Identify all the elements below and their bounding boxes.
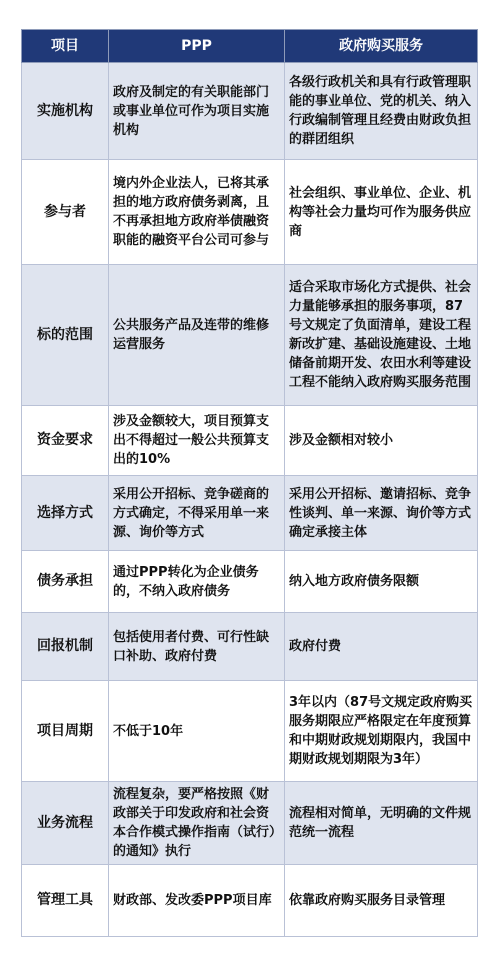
table-row xyxy=(22,476,478,551)
gov-cell: 纳入地方政府债务限额 xyxy=(285,551,478,613)
gov-cell: 政府付费 xyxy=(285,613,478,681)
gov-cell: 适合采取市场化方式提供、社会力量能够承担的服务事项，87号文规定了负面清单，建设工程新改扩建、基础设施建设、土地储备前期开发、农田水利等建设工程不能纳入政府购买服务范围 xyxy=(285,265,478,406)
gov-cell: 涉及金额相对较小 xyxy=(285,406,478,476)
ppp-cell: 采用公开招标、竞争磋商的方式确定，不得采用单一来源、询价等方式 xyxy=(109,476,285,551)
table-row xyxy=(22,551,478,613)
table-row xyxy=(22,406,478,476)
row-label: 参与者 xyxy=(22,160,109,265)
row-label: 标的范围 xyxy=(22,265,109,406)
ppp-cell: 涉及金额较大，项目预算支出不得超过一般公共预算支出的10% xyxy=(109,406,285,476)
gov-cell: 社会组织、事业单位、企业、机构等社会力量均可作为服务供应商 xyxy=(285,160,478,265)
row-label: 回报机制 xyxy=(22,613,109,681)
gov-cell: 各级行政机关和具有行政管理职能的事业单位、党的机关、纳入行政编制管理且经费由财政负担的群团组织 xyxy=(285,63,478,160)
table-row xyxy=(22,865,478,937)
ppp-cell: 包括使用者付费、可行性缺口补助、政府付费 xyxy=(109,613,285,681)
ppp-cell: 公共服务产品及连带的维修运营服务 xyxy=(109,265,285,406)
gov-cell: 依靠政府购买服务目录管理 xyxy=(285,865,478,937)
column-header-item: 项目 xyxy=(22,30,109,63)
ppp-cell: 不低于10年 xyxy=(109,681,285,782)
ppp-cell: 政府及制定的有关职能部门或事业单位可作为项目实施机构 xyxy=(109,63,285,160)
row-label: 债务承担 xyxy=(22,551,109,613)
gov-cell: 采用公开招标、邀请招标、竞争性谈判、单一来源、询价等方式确定承接主体 xyxy=(285,476,478,551)
row-label: 管理工具 xyxy=(22,865,109,937)
table-row xyxy=(22,63,478,160)
column-header-ppp: PPP xyxy=(109,30,285,63)
comparison-table xyxy=(21,29,478,937)
table-row xyxy=(22,160,478,265)
ppp-cell: 境内外企业法人，已将其承担的地方政府债务剥离，且不再承担地方政府举债融资职能的融资平台公司可参与 xyxy=(109,160,285,265)
row-label: 业务流程 xyxy=(22,782,109,865)
gov-cell: 流程相对简单，无明确的文件规范统一流程 xyxy=(285,782,478,865)
column-header-government-purchase: 政府购买服务 xyxy=(285,30,478,63)
row-label: 选择方式 xyxy=(22,476,109,551)
table-row xyxy=(22,265,478,406)
table-row xyxy=(22,782,478,865)
table-header-row xyxy=(22,30,478,63)
row-label: 项目周期 xyxy=(22,681,109,782)
table-row xyxy=(22,681,478,782)
ppp-cell: 通过PPP转化为企业债务的，不纳入政府债务 xyxy=(109,551,285,613)
row-label: 资金要求 xyxy=(22,406,109,476)
gov-cell: 3年以内（87号文规定政府购买服务期限应严格限定在年度预算和中期财政规划期限内，我国中期财政规划期限为3年） xyxy=(285,681,478,782)
ppp-cell: 流程复杂，要严格按照《财政部关于印发政府和社会资本合作模式操作指南（试行）的通知》执行 xyxy=(109,782,285,865)
row-label: 实施机构 xyxy=(22,63,109,160)
ppp-cell: 财政部、发改委PPP项目库 xyxy=(109,865,285,937)
table-row xyxy=(22,613,478,681)
